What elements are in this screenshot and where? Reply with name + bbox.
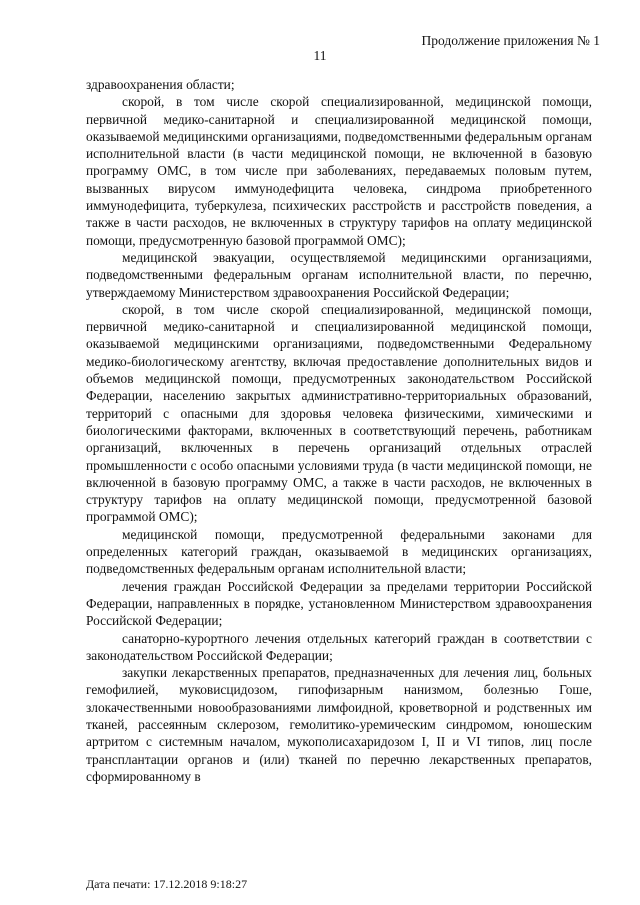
paragraph: медицинской помощи, предусмотренной федеральными законами для определенных категорий граждан, оказываемой в медицинских организациях, подведомственных федеральным органам исполнительной власти; [86,526,592,577]
paragraph: скорой, в том числе скорой специализированной, медицинской помощи, первичной медико-санитарной и специализированной медицинской помощи, оказываемой медицинскими организациями, подведомственными Федеральному медико-биологическому агентству, включая предоставление дополнительных видов и объемов медицинской помощи, предусмотренных законодательством Российской Федерации, населению закрытых административно-территориальных образований, территорий с опасными для здоровья человека физическими, химическими и биологическими факторами, включенных в соответствующий перечень, работникам организаций, включенных в перечень организаций отдельных отраслей промышленности с особо опасными условиями труда (в части медицинской помощи, не включенной в базовую программу ОМС, а также в части расходов, не включенных в структуру тарифов на оплату медицинской помощи, предусмотренной базовой программой ОМС); [86,301,592,525]
paragraph: закупки лекарственных препаратов, предназначенных для лечения лиц, больных гемофилией, муковисцидозом, гипофизарным нанизмом, болезнью Гоше, злокачественными новообразованиями лимфоидной, кроветворной и родственных им тканей, рассеянным склерозом, гемолитико-уремическим синдромом, юношеским артритом с системным началом, мукополисахаридозом I, II и VI типов, лиц после трансплантации органов и (или) тканей по перечню лекарственных препаратов, сформированному в [86,665,592,784]
paragraph: лечения граждан Российской Федерации за пределами территории Российской Федерации, направленных в порядке, установленном Министерством здравоохранения Российской Федерации; [86,578,592,629]
paragraph: здравоохранения области; [86,77,235,92]
continuation-header: Продолжение приложения № 1 [421,33,600,48]
document-body [86,76,592,785]
paragraph: санаторно-курортного лечения отдельных категорий граждан в соответствии с законодательством Российской Федерации; [86,630,592,663]
print-date-footer: Дата печати: 17.12.2018 9:18:27 [86,877,248,891]
page-number: 11 [313,48,327,63]
paragraph: медицинской эвакуации, осуществляемой медицинскими организациями, подведомственными федеральным органам исполнительной власти, по перечню, утверждаемому Министерством здравоохранения Российской Федерации; [86,249,592,300]
paragraph: скорой, в том числе скорой специализированной, медицинской помощи, первичной медико-санитарной и специализированной медицинской помощи, оказываемой медицинскими организациями, подведомственными федеральным органам исполнительной власти (в части медицинской помощи, не включенной в базовую программу ОМС, в том числе при заболеваниях, передаваемых половым путем, вызванных вирусом иммунодефицита человека, синдрома приобретенного иммунодефицита, туберкулеза, психических расстройств и расстройств поведения, а также в части расходов, не включенных в структуру тарифов на оплату медицинской помощи, предусмотренную базовой программой ОМС); [86,94,592,248]
